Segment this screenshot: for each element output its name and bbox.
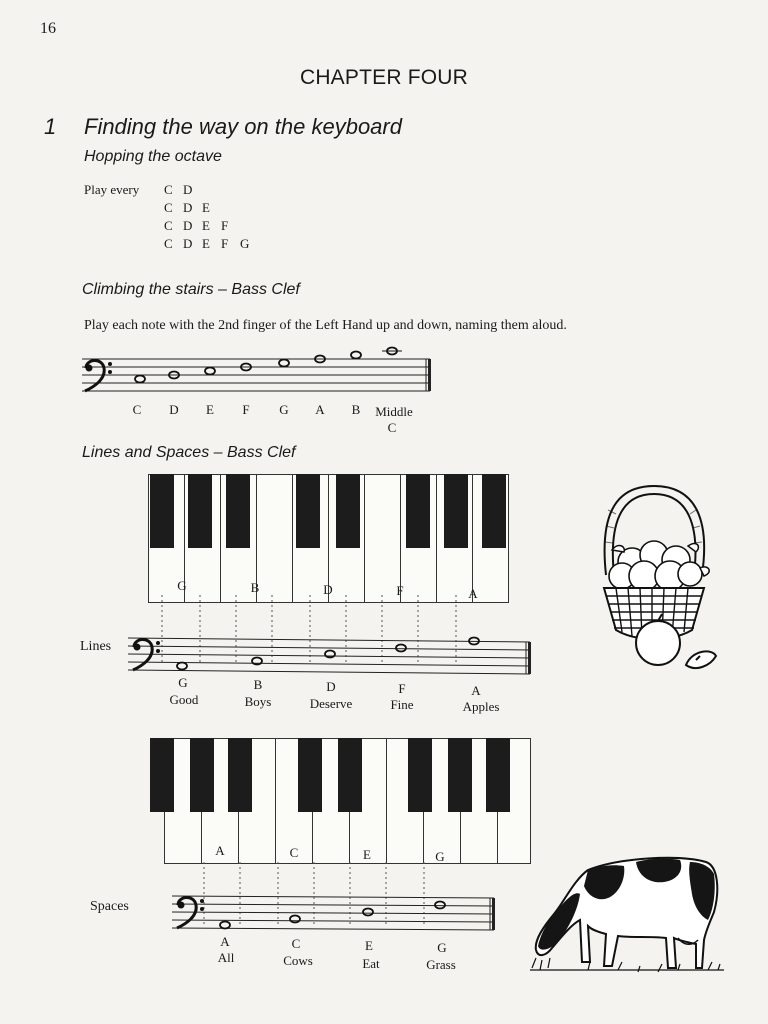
black-key bbox=[150, 738, 174, 812]
climbing-instruction: Play each note with the 2nd finger of the Left Hand up and down, naming them aloud. bbox=[84, 318, 567, 333]
note-letter: C bbox=[164, 200, 173, 215]
whole-note bbox=[290, 916, 300, 923]
note-letter: E bbox=[202, 236, 210, 251]
climbing-heading: Climbing the stairs – Bass Clef bbox=[82, 281, 300, 298]
hopping-heading: Hopping the octave bbox=[84, 148, 222, 165]
bass-clef-icon bbox=[85, 360, 112, 391]
black-key bbox=[338, 738, 362, 812]
staff-note-label: B bbox=[253, 677, 263, 692]
mnemonic-word: All bbox=[217, 950, 235, 965]
mnemonic-word: Good bbox=[169, 692, 199, 707]
note-letter: G bbox=[240, 236, 250, 251]
black-key bbox=[486, 738, 510, 812]
mnemonic-word: Boys bbox=[244, 694, 272, 709]
whole-note bbox=[205, 368, 215, 375]
note-label: C bbox=[387, 420, 397, 435]
chapter-title: CHAPTER FOUR bbox=[299, 66, 469, 89]
spaces-label: Spaces bbox=[90, 899, 129, 914]
black-key bbox=[296, 474, 320, 548]
staff-note-label: D bbox=[326, 679, 336, 694]
note-letter: C bbox=[164, 182, 173, 197]
note-letter: E bbox=[202, 200, 210, 215]
note-letter: D bbox=[183, 236, 193, 251]
note-letter: C bbox=[164, 236, 173, 251]
note-label: D bbox=[169, 402, 179, 417]
hopping-row bbox=[164, 236, 259, 252]
hopping-row bbox=[164, 182, 202, 198]
black-key bbox=[228, 738, 252, 812]
black-key bbox=[444, 474, 468, 548]
note-label: F bbox=[242, 402, 250, 417]
key-label: D bbox=[323, 582, 333, 597]
key-label: C bbox=[289, 845, 299, 860]
whole-note bbox=[135, 376, 145, 383]
section-number: 1 bbox=[44, 114, 57, 139]
hopping-row bbox=[164, 200, 221, 216]
key-label: G bbox=[435, 849, 445, 864]
lines-spaces-heading: Lines and Spaces – Bass Clef bbox=[82, 444, 296, 461]
black-key bbox=[226, 474, 250, 548]
black-key bbox=[448, 738, 472, 812]
mnemonic-word: Fine bbox=[390, 697, 414, 712]
black-key bbox=[336, 474, 360, 548]
mnemonic-word: Deserve bbox=[309, 696, 353, 711]
page-number: 16 bbox=[40, 20, 56, 37]
whole-note bbox=[351, 352, 361, 359]
note-letter: F bbox=[221, 236, 229, 251]
key-label: G bbox=[177, 578, 187, 593]
note-letter: E bbox=[202, 218, 210, 233]
whole-note bbox=[396, 645, 406, 652]
note-label: Middle bbox=[375, 404, 413, 419]
black-key bbox=[406, 474, 430, 548]
staff-note-label: G bbox=[437, 940, 447, 955]
key-label: A bbox=[468, 586, 478, 601]
black-key bbox=[298, 738, 322, 812]
hopping-intro: Play every bbox=[84, 182, 140, 197]
staff-note-label: F bbox=[398, 681, 406, 696]
note-label: G bbox=[279, 402, 289, 417]
mnemonic-word: Cows bbox=[283, 953, 313, 968]
cow-illustration bbox=[528, 850, 724, 975]
key-label: F bbox=[396, 583, 404, 598]
black-key bbox=[482, 474, 506, 548]
mnemonic-word: Eat bbox=[362, 956, 380, 971]
key-label: B bbox=[250, 580, 260, 595]
note-letter: D bbox=[183, 200, 193, 215]
note-letter: D bbox=[183, 182, 193, 197]
staff-note-label: E bbox=[365, 938, 373, 953]
lines-label: Lines bbox=[80, 639, 112, 654]
black-key bbox=[188, 474, 212, 548]
section-title: Finding the way on the keyboard bbox=[84, 114, 402, 139]
bass-clef-icon bbox=[177, 897, 204, 928]
staff-note-label: A bbox=[471, 683, 481, 698]
whole-note bbox=[220, 922, 230, 929]
note-letter: D bbox=[183, 218, 193, 233]
note-label: C bbox=[132, 402, 142, 417]
black-key bbox=[150, 474, 174, 548]
mnemonic-word: Grass bbox=[426, 957, 456, 972]
whole-note bbox=[363, 909, 373, 916]
whole-note bbox=[279, 360, 289, 367]
black-key bbox=[408, 738, 432, 812]
black-key bbox=[190, 738, 214, 812]
apple-basket-illustration bbox=[592, 480, 722, 685]
key-label: A bbox=[215, 843, 225, 858]
staff-note-label: G bbox=[178, 675, 188, 690]
staff-note-label: C bbox=[291, 936, 301, 951]
note-letter: F bbox=[221, 218, 229, 233]
staff-note-label: A bbox=[220, 934, 230, 949]
note-letter: C bbox=[164, 218, 173, 233]
climbing-staff bbox=[80, 345, 440, 405]
note-label: E bbox=[206, 402, 214, 417]
whole-note bbox=[435, 902, 445, 909]
key-label: E bbox=[363, 847, 371, 862]
note-label: A bbox=[315, 402, 325, 417]
note-label: B bbox=[351, 402, 361, 417]
whole-note bbox=[177, 663, 187, 670]
hopping-row bbox=[164, 218, 240, 234]
mnemonic-word: Apples bbox=[462, 699, 500, 714]
